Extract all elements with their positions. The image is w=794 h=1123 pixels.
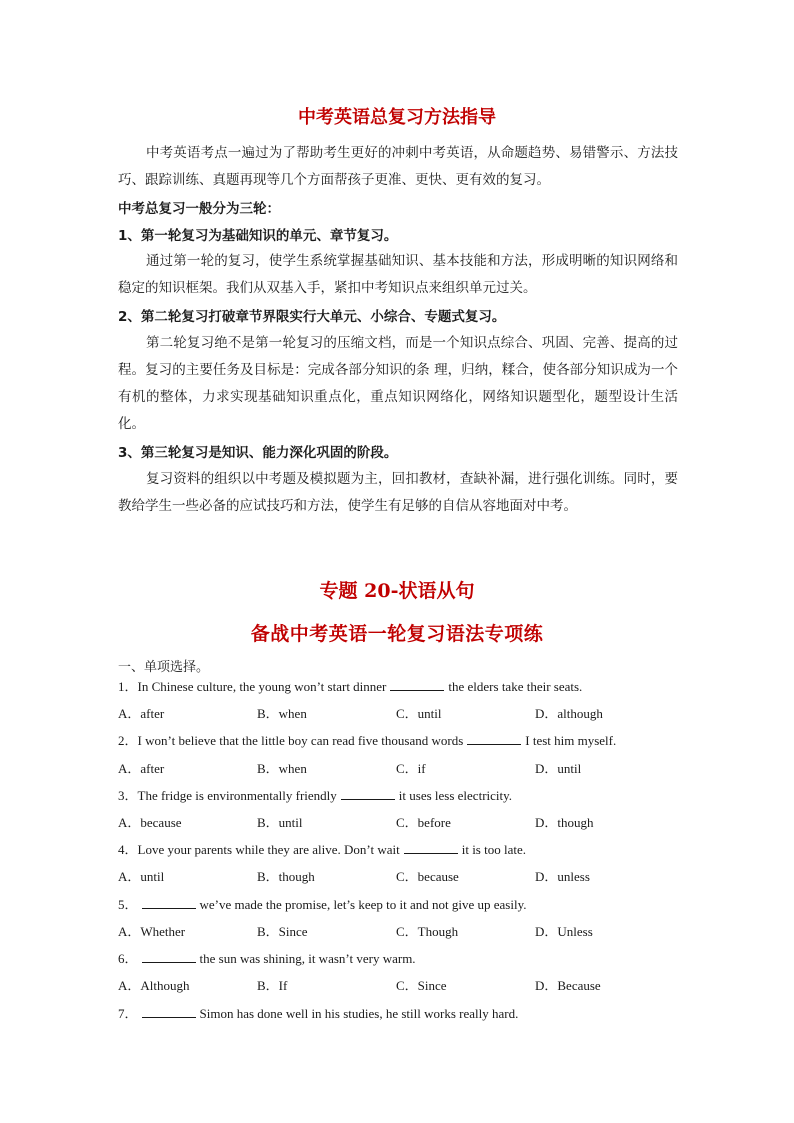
- round3-paragraph: 复习资料的组织以中考题及模拟题为主，回扣教材，查缺补漏，进行强化训练。同时，要教给学生一些必备的应试技巧和方法，使学生有足够的自信从容地面对中考。: [118, 471, 678, 514]
- options-row: [118, 703, 698, 721]
- question-5: [118, 894, 698, 913]
- option-c[interactable]: C．until: [396, 706, 442, 721]
- option-b[interactable]: B．Since: [257, 924, 308, 939]
- question-number: 2．: [118, 733, 138, 748]
- answer-blank: [142, 950, 196, 963]
- answer-blank: [404, 841, 458, 854]
- options-row: [118, 975, 698, 993]
- rounds-heading: 中考总复习一般分为三轮：: [118, 201, 280, 217]
- question-3: [118, 785, 698, 804]
- option-a[interactable]: A．Whether: [118, 924, 186, 939]
- question-text-after: the sun was shining, it wasn’t very warm.: [199, 951, 416, 966]
- option-d[interactable]: D．although: [535, 706, 603, 721]
- round3-heading: 3、第三轮复习是知识、能力深化巩固的阶段。: [118, 445, 398, 461]
- question-4: [118, 839, 698, 858]
- option-c[interactable]: C．Though: [396, 924, 459, 939]
- options-row: [118, 866, 698, 884]
- option-b[interactable]: B．when: [257, 706, 307, 721]
- option-d[interactable]: D．though: [535, 815, 594, 830]
- question-number: 7．: [118, 1006, 138, 1021]
- intro-paragraph: 中考英语考点一遍过为了帮助考生更好的冲刺中考英语，从命题趋势、易错警示、方法技巧、跟踪训练、真题再现等几个方面帮孩子更准、更快、更有效的复习。: [118, 145, 678, 188]
- option-d[interactable]: D．unless: [535, 869, 590, 884]
- option-b[interactable]: B．when: [257, 761, 307, 776]
- question-text-after: it uses less electricity.: [398, 788, 513, 803]
- round1-paragraph: 通过第一轮的复习，使学生系统掌握基础知识、基本技能和方法，形成明晰的知识网络和稳定的知识框架。我们从双基入手，紧扣中考知识点来组织单元过关。: [118, 253, 678, 296]
- option-d[interactable]: D．until: [535, 761, 582, 776]
- option-a[interactable]: A．because: [118, 815, 182, 830]
- question-number: 1．: [118, 679, 138, 694]
- question-1: [118, 676, 698, 695]
- option-c[interactable]: C．before: [396, 815, 451, 830]
- topic-title: 专题 20-状语从句: [319, 580, 475, 602]
- question-text-before: In Chinese culture, the young won’t start dinner: [137, 679, 387, 694]
- question-2: [118, 730, 698, 749]
- option-b[interactable]: B．though: [257, 869, 315, 884]
- options-row: [118, 921, 698, 939]
- question-number: 5．: [118, 897, 138, 912]
- option-a[interactable]: A．Although: [118, 978, 190, 993]
- option-a[interactable]: A．until: [118, 869, 165, 884]
- option-b[interactable]: B．If: [257, 978, 288, 993]
- question-text-after: Simon has done well in his studies, he still works really hard.: [199, 1006, 519, 1021]
- question-text-before: I won’t believe that the little boy can read five thousand words: [137, 733, 464, 748]
- option-a[interactable]: A．after: [118, 706, 165, 721]
- section-label: 一、单项选择。: [118, 660, 210, 675]
- guide-title: 中考英语总复习方法指导: [298, 107, 496, 128]
- option-d[interactable]: D．Because: [535, 978, 601, 993]
- question-text-after: I test him myself.: [525, 733, 617, 748]
- option-c[interactable]: C．because: [396, 869, 459, 884]
- answer-blank: [142, 896, 196, 909]
- round2-paragraph: 第二轮复习绝不是第一轮复习的压缩文档，而是一个知识点综合、巩固、完善、提高的过程。复习的主要任务及目标是：完成各部分知识的条 理，归纳，糅合，使各部分知识成为一个有机的整体，力求实现基础知识重点化，重点知识网络化，网络知识题型化，题型设计生活化。: [118, 335, 678, 432]
- question-text-before: Love your parents while they are alive. Don’t wait: [137, 842, 400, 857]
- question-text-after: it is too late.: [461, 842, 526, 857]
- question-text-after: the elders take their seats.: [448, 679, 583, 694]
- options-row: [118, 812, 698, 830]
- topic-subtitle: 备战中考英语一轮复习语法专项练: [250, 623, 544, 645]
- question-text-after: we’ve made the promise, let’s keep to it and not give up easily.: [199, 897, 527, 912]
- question-number: 3．: [118, 788, 138, 803]
- question-6: [118, 948, 698, 967]
- answer-blank: [390, 678, 444, 691]
- option-b[interactable]: B．until: [257, 815, 303, 830]
- option-a[interactable]: A．after: [118, 761, 165, 776]
- round2-heading: 2、第二轮复习打破章节界限实行大单元、小综合、专题式复习。: [118, 309, 506, 325]
- question-7: [118, 1003, 698, 1022]
- options-row: [118, 758, 698, 776]
- option-c[interactable]: C．if: [396, 761, 426, 776]
- question-number: 6．: [118, 951, 138, 966]
- option-c[interactable]: C．Since: [396, 978, 447, 993]
- answer-blank: [341, 787, 395, 800]
- option-d[interactable]: D．Unless: [535, 924, 593, 939]
- answer-blank: [467, 732, 521, 745]
- question-text-before: The fridge is environmentally friendly: [137, 788, 337, 803]
- round1-heading: 1、第一轮复习为基础知识的单元、章节复习。: [118, 228, 398, 244]
- answer-blank: [142, 1005, 196, 1018]
- question-number: 4．: [118, 842, 138, 857]
